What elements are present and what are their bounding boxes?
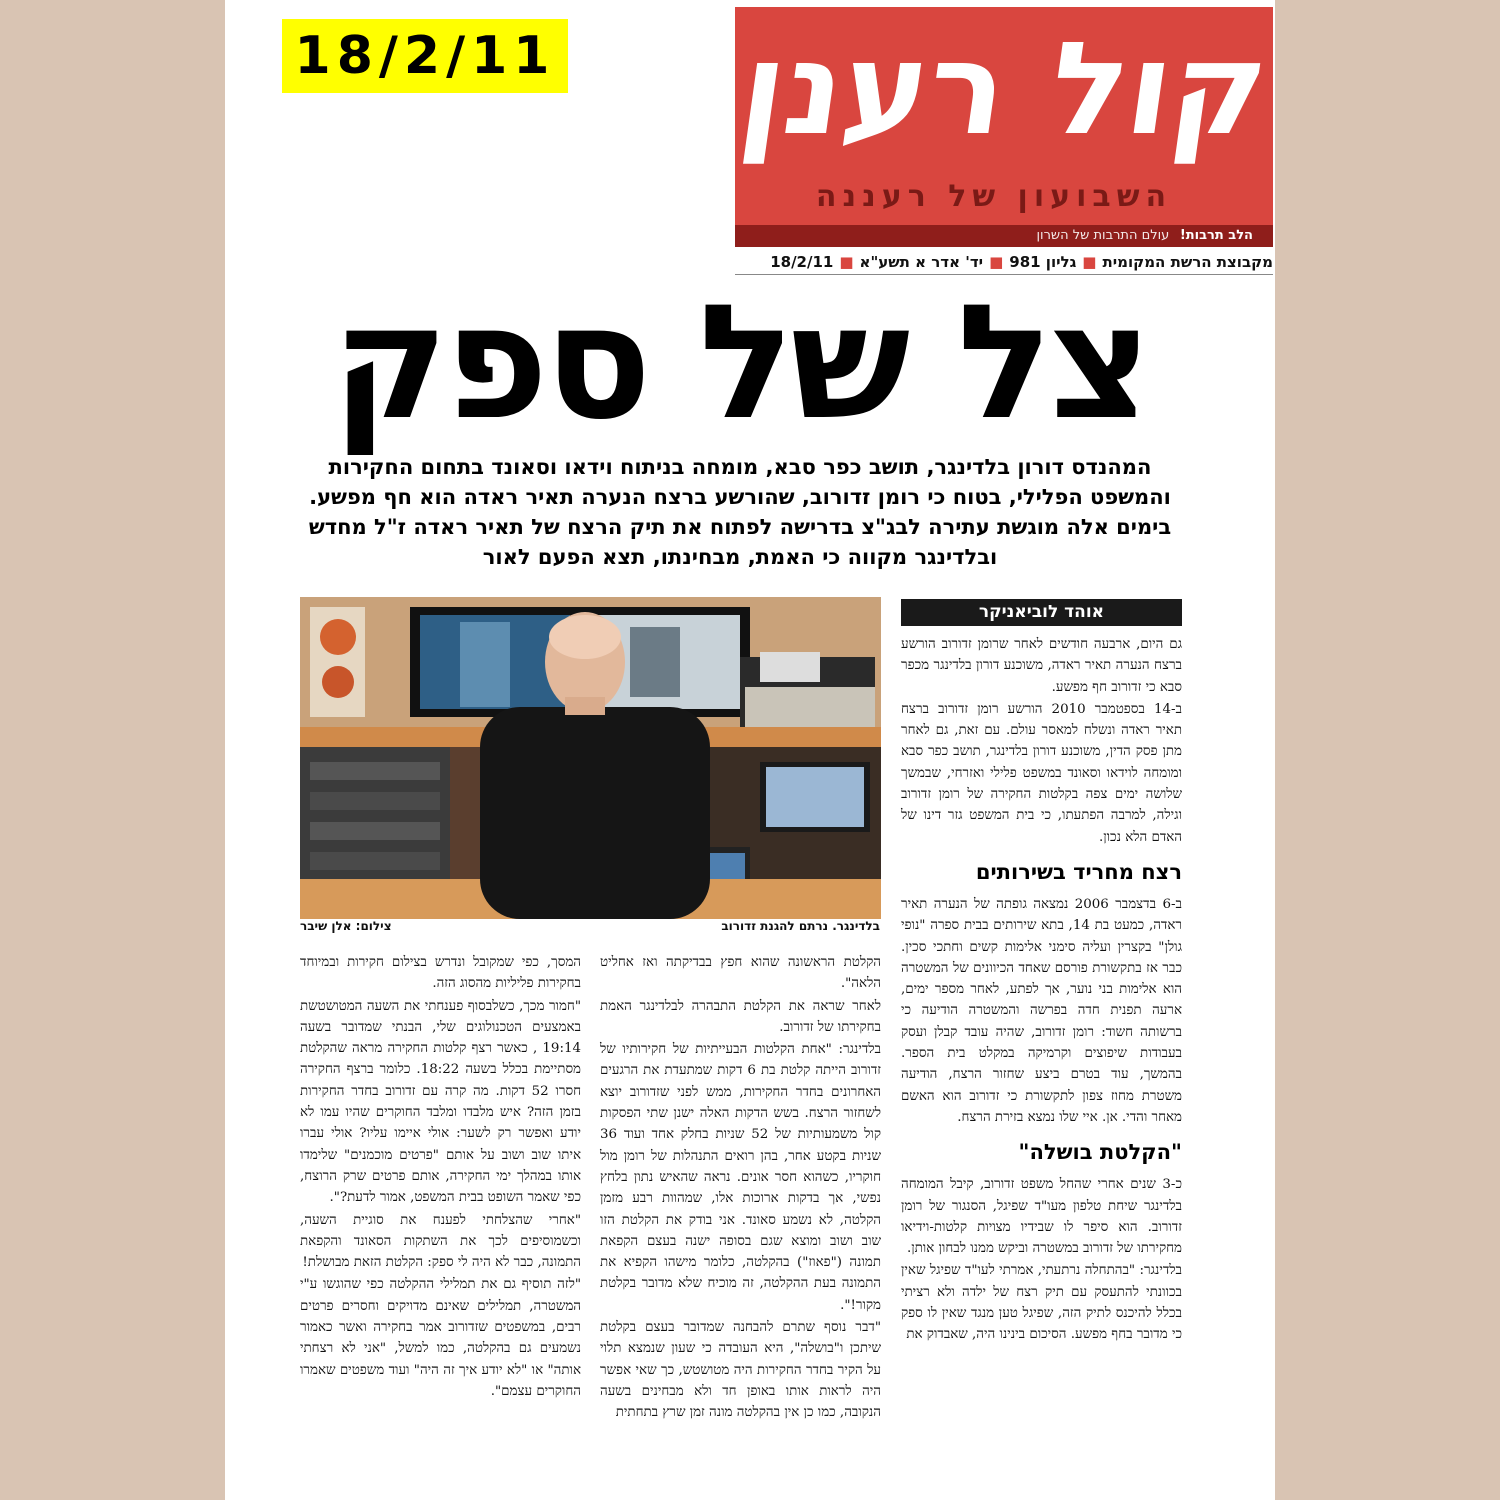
photo-caption: בלדינגר. נרתם להגנת זדורוב	[721, 919, 880, 933]
paragraph: כ-3 שנים אחרי שהחל משפט זדורוב, קיבל המומחה בלדינגר שיחת טלפון מעו"ד שפיגל, הסנגור של רומן זדורוב. הוא סיפר לו שבידיו מצויות קלטות-וידיאו מחקירתו של זדורוב במשטרה וביקש ממנו לבחון אותן.	[901, 1177, 1182, 1257]
paragraph: "אחרי שהצלחתי לפענח את סוגיית השעה, וכשמוסיפים לכך את השתקות הסאונד והקפאת התמונה, כבר לא היה לי ספק: הקלטת הזאת מבושלת!	[300, 1212, 581, 1271]
paragraph: המסך, כפי שמקובל ונדרש בצילום חקירות ובמיוחד בחקירות פליליות מהסוג הזה.	[300, 955, 581, 992]
paragraph: הקלטת הראשונה שהוא חפץ בבדיקתה ואז אחליט הלאה".	[600, 955, 881, 992]
separator-icon: ■	[839, 253, 854, 271]
paragraph: גם היום, ארבעה חודשים לאחר שרומן זדורוב הורשע ברצח הנערה תאיר ראדה, משוכנע דורון בלדינגר מכפר סבא כי זדורוב חף מפשע.	[901, 637, 1182, 695]
paragraph: "דבר נוסף שתרם להבחנה שמדובר בעצם בקלטת שיתכן ו"בושלה", היא העובדה כי שעון שנמצא תלוי על הקיר בחדר החקירות היה מטושטש, כך שאי אפשר היה לראות אותו באופן חד ולא מבחינים בשעה הנקובה, כמו כן אין בהקלטה מונה זמן שרץ בתחתית	[600, 1320, 881, 1421]
issue-date: 18/2/11	[770, 253, 834, 271]
column-right	[901, 634, 1182, 1347]
photo-credit: צילום: אלן שיבר	[300, 919, 392, 933]
byline: אוהד לוביאניקר	[901, 599, 1182, 626]
deck: המהנדס דורון בלדינגר, תושב כפר סבא, מומחה בניתוח וידאו וסאונד בתחום החקירות והמשפט הפלילי, בטוח כי רומן זדורוב, שהורשע ברצח הנערה תאיר ראדה הוא חף מפשע. בימים אלה מוגשת עתירה לבג"צ בדרישה לפתוח את תיק הרצח של תאיר ראדה ז"ל מחדש ובלדינגר מקווה כי האמת, מבחינתו, תצא הפעם לאור	[308, 455, 1172, 569]
separator-icon: ■	[989, 253, 1004, 271]
masthead-subtitle: השבועון של רעננה	[815, 179, 1173, 214]
issue-hebrew-date: יד' אדר א תשע"א	[859, 253, 984, 271]
masthead-logo: קול רענן	[731, 15, 1277, 164]
paragraph: לאחר שראה את הקלטת התבהרה לבלדינגר האמת בחקירתו של זדורוב.	[600, 998, 881, 1035]
issue-number: גליון 981	[1009, 253, 1077, 271]
paragraph: בלדינגר: "בהתחלה נרתעתי, אמרתי לעו"ד שפיגל שאין בכוונתי להתעסק עם תיק רצח של ילדה ולא רציתי בכלל להיכנס לתיק הזה, שפיגל טען מנגד שאין לו ספק כי מדובר בחף מפשע. הסיכום בינינו היה, שאבדוק את	[901, 1263, 1182, 1343]
article-photo	[300, 597, 881, 919]
date-stamp: 18/2/11	[282, 19, 568, 93]
paragraph: "חמור מכך, כשלבסוף פענחתי את השעה המטושטשת באמצעים הטכנולוגים שלי, הבנתי שמדובר בשעה 19:14 , כאשר רצף קלטות החקירה מראה שהקלטת מסתיימת בכלל בשעה 18:22. כלומר ברצף החקירה חסרו 52 דקות. מה קרה עם זדורוב בחדר החקירות בזמן הזה? איש מלבדו ומלבד החוקרים שהיו עמו לא יודע ואפשר רק לשער: אולי איימו עליו? אולי עברו איתו שוב ושוב על אותם "פרטים מוכמנים" שלימדו אותו במהלך ימי החקירה, אותם פרטים שרק הרוצח, כפי שאמר השופט בבית המשפט, אמור לדעת?".	[300, 998, 581, 1206]
masthead	[731, 7, 1277, 247]
column-left	[300, 952, 581, 1403]
column-middle	[600, 952, 881, 1425]
separator-icon: ■	[1082, 253, 1097, 271]
paragraph: בלדינגר: "אחת הקלטות הבעייתיות של חקירותיו של זדורוב הייתה קלטת בת 6 דקות שמתעדת את הרגעים האחרונים בחדר החקירות, ממש לפני שזדורוב יוצא לשחזור הרצח. בשש הדקות האלה ישנן שתי הפסקות קול משמעותיות של 52 שניות בחלק אחד ועוד 36 שניות בקטע אחר, בהן רואים התנהלות של רומן מול חוקריו, כשהוא חסר אונים. נראה שהאיש נתון בלחץ נפשי, אך בדקות ארוכות אלו, שמהוות רבע מזמן הקלטה, לא נשמע סאונד. אני בודק את הקלטת הזו שוב ושוב ומוצא שגם בסופה ישנה בעצם הקפאת תמונה ("פאוז") בהקלטה, כלומר מישהו הקפיא את התמונה בעת ההקלטה, זה מוכיח שלא מדובר בקלטת מקור!".	[600, 1042, 882, 1313]
paragraph: ב-14 בספטמבר 2010 הורשע רומן זדורוב ברצח תאיר ראדה ונשלח למאסר עולם. עם זאת, גם לאחר מתן פסק הדין, משוכנע דורון בלדינגר, תושב כפר סבא ומומחה לוידאו וסאונד במשפט פלילי ואזרחי, שבמשך שלושה ימים צפה בקלטות החקירה של רומן זדורוב וגילה, למרבה הפתעתו, כי בית המשפט גזר דינו של האדם הלא נכון.	[901, 701, 1182, 845]
photo-illustration	[300, 597, 881, 919]
paragraph: "לזה תוסיף גם את תמלילי ההקלטה כפי שהוגשו ע"י המשטרה, תמלילים שאינם מדויקים וחסרים פרטים רבים, במשפטים שזדורוב אמר בחקירה ואשר כאמור נשמעים גם בהקלטה, כמו למשל, "אני לא רצחתי אותה" או "לא יודע איך זה היה" ועוד משפטים שאמרו החוקרים עצמם".	[300, 1277, 581, 1399]
subheading: "הקלטת בושלה"	[1018, 1140, 1182, 1165]
paragraph: ב-6 בדצמבר 2006 נמצאה גופתה של הנערה תאיר ראדה, כמעט בת 14, בתא שירותים בבית ספרה "נופי גולן" בקצרין ועליה סימני אלימות קשים וחתכי סכין. כבר אז בתקשורת פורסם שאחד הכיוונים של המשטרה הוא אלימות בני נוער, אך לפתע, לאחר מספר ימים, ארעה תפנית חדה בפרשה והמשטרה הודיעה כי ברשותה חשוד: רומן זדורוב, שהיה עובד קבלן ועסק בעבודות שיפוצים וקרמיקה במקלט בית הספר. בהמשך, עוד בטרם ביצע שחזור הרצח, הודיעה משטרת מחוז צפון לתקשורת כי זדורוב הוא האשם מאחר והדי. אן. איי שלו נמצא בזירת הרצח.	[901, 896, 1182, 1125]
band-brand: הלב תרבות!	[1179, 228, 1253, 243]
band-tagline: עולם התרבות של השרון	[1036, 228, 1170, 243]
subheading: רצח מחריד בשירותים	[975, 859, 1182, 884]
issue-network: מקבוצת הרשת המקומית	[1102, 253, 1273, 271]
masthead-band	[735, 225, 1273, 247]
headline: צל של ספק	[332, 271, 1148, 455]
